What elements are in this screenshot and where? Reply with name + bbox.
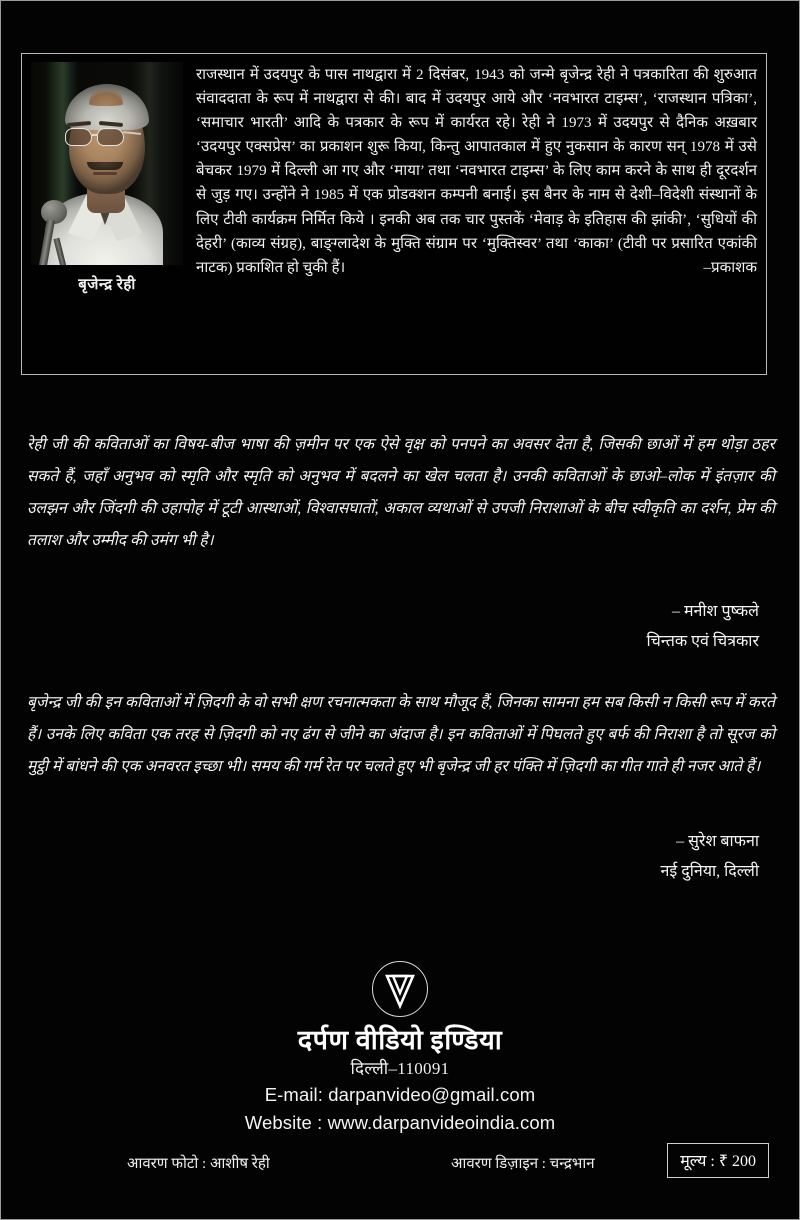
blurb-attribution-2 [660, 827, 759, 887]
author-bio-paragraph: राजस्थान में उदयपुर के पास नाथद्वारा में 2 दिसंबर, 1943 को जन्मे बृजेन्द्र रेही ने पत्रकारिता की शुरुआत संवाददाता के रूप में नाथद्वारा से की। बाद में उदयपुर आये और ‘नवभारत टाइम्स’, ‘राजस्थान पत्रिका’, ‘समाचार भारती’ आदि के पत्रकार के रूप में कार्यरत रहे। रेही ने 1973 में उदयपुर से दैनिक अख़बार ‘उदयपुर एक्सप्रेस’ का प्रकाशन शुरू किया, किन्तु आपातकाल में हुए नुकसान के कारण सन् 1978 में उसे बेचकर 1979 में दिल्ली आ गए और ‘माया’ तथा ‘नवभारत टाइम्स’ के लिए काम करने के साथ ही दूरदर्शन से जुड़ गए। उन्होंने ने 1985 में एक प्रोडक्शन कम्पनी बनाई। इस बैनर के नाम से देशी–विदेशी संस्थानों के लिए टीवी कार्यक्रम निर्मित किये । इनकी अब तक चार पुस्तकें ‘मेवाड़ के इतिहास की झांकी’, ‘सुधियों की देहरी’ (काव्य संग्रह), बाङ्ग्लादेश के मुक्ति संग्राम पर ‘मुक्तिस्वर’ तथा ‘काका’ (टीवी पर प्रसारित एकांकी नाटक) प्रकाशित हो चुकी हैं। [196, 67, 757, 276]
publisher-city: दिल्ली–110091 [350, 1059, 450, 1078]
publisher-name: दर्पण वीडियो इण्डिया [297, 1025, 503, 1055]
credits-row [27, 1151, 773, 1195]
author-bio-text-block [183, 62, 757, 366]
publisher-website[interactable]: Website : www.darpanvideoindia.com [244, 1112, 556, 1133]
blurb-manish-pushkale [27, 429, 775, 557]
cover-design-credit: आवरण डिज़ाइन : चन्द्रभान [451, 1156, 595, 1172]
publisher-email[interactable]: E-mail: darpanvideo@gmail.com [264, 1084, 536, 1105]
publisher-block [1, 961, 799, 1137]
cover-photo-credit: आवरण फोटो : आशीष रेही [127, 1156, 270, 1172]
blurb-author-affiliation: नई दुनिया, दिल्ली [660, 863, 759, 880]
blurb-text: रेही जी की कविताओं का विषय-बीज भाषा की ज़मीन पर एक ऐसे वृक्ष को पनपने का अवसर देता है, जिसकी छाओं में हम थोड़ा ठहर सकते हैं, जहाँ अनुभव को स्मृति और स्मृति को अनुभव में बदलने का खेल चलता है। उनकी कविताओं के छाओ–लोक में इंतज़ार की उलझन और जिंदगी की उहापोह में टूटी आस्थाओं, विश्वासघातों, अकाल व्यथाओं से उपजी निराशाओं के बीच स्वीकृति का दर्शन, प्रेम की तलाश और उम्मीद की उमंग भी है। [27, 436, 775, 549]
author-photo-column [31, 62, 183, 366]
darpan-v-monogram-icon [372, 961, 428, 1017]
blurb-author-name: – मनीश पुष्कले [671, 603, 759, 620]
bio-signoff: –प्रकाशक [703, 259, 757, 276]
blurb-attribution-1 [647, 597, 760, 657]
portrait-mustache [87, 162, 123, 170]
blurb-author-name: – सुरेश बाफना [676, 833, 759, 850]
blurb-author-affiliation: चिन्तक एवं चित्रकार [646, 633, 759, 650]
blurb-suresh-bafna [27, 687, 775, 783]
author-portrait-photo [31, 62, 183, 265]
portrait-mouth [93, 172, 117, 175]
blurb-text: बृजेन्द्र जी की इन कविताओं में ज़िदगी के वो सभी क्षण रचनात्मकता के साथ मौजूद हैं, जिनका सामना हम सब किसी न किसी रूप में करते हैं। उनके लिए कविता एक तरह से ज़िदगी को नए ढंग से जीने का अंदाज है। इन कविताओं में पिघलते हुए बर्फ की निराशा है तो सूरज को मुट्ठी में बांधने की एक अनवरत इच्छा भी। समय की गर्म रेत पर चलते हुए भी बृजेन्द्र जी हर पंक्ति में ज़िदगी का गीत गाते ही नजर आते हैं। [27, 694, 775, 775]
portrait-eyeglass-left [65, 128, 92, 146]
price-badge: मूल्य : ₹ 200 [667, 1143, 769, 1178]
portrait-eyeglass-bridge [92, 134, 98, 136]
author-bio-box [21, 53, 767, 375]
author-name-caption: बृजेन्द्र रेही [78, 277, 136, 293]
portrait-eyeglass-right [97, 128, 124, 146]
